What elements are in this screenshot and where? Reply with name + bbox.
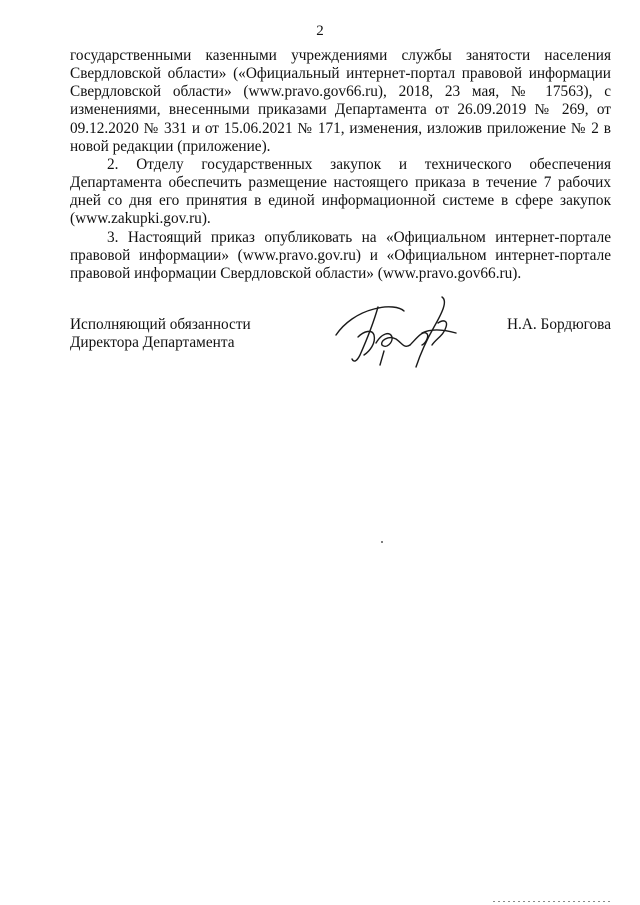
signatory-name: Н.А. Бордюгова	[506, 316, 611, 333]
paragraph-item-2: 2. Отделу государственных закупок и технического обеспечения Департамента обеспечить размещение настоящего приказа в течение 7 рабочих дней со дня его принятия в единой информационной системе в сфере закупок (www.zakupki.gov.ru).	[70, 155, 611, 228]
signatory-position	[70, 316, 251, 352]
document-body	[70, 47, 611, 283]
signatory-position-line2: Директора Департамента	[70, 334, 235, 351]
page-number: 2	[316, 23, 324, 39]
handwritten-signature	[330, 293, 480, 373]
signatory-position-line1: Исполняющий обязанности	[70, 316, 251, 333]
scan-speck	[381, 541, 383, 543]
paragraph-item-3: 3. Настоящий приказ опубликовать на «Официальном интернет-портале правовой информации» (www.pravo.gov.ru) и «Официальном интернет-портале правовой информации Свердловской области» (www.pravo.gov66.ru).	[70, 228, 611, 282]
paragraph-continued: государственными казенными учреждениями службы занятости населения Свердловской области» («Официальный интернет-портал правовой информации Свердловской области» (www.pravo.gov66.ru), 2018, 23 мая, № 17563), с изменениями, внесенными приказами Департамента от 26.09.2019 № 269, от 09.12.2020 № 331 и от 15.06.2021 № 171, изменения, изложив приложение № 2 в новой редакции (приложение).	[70, 47, 611, 155]
scan-edge-artifact	[493, 900, 613, 903]
